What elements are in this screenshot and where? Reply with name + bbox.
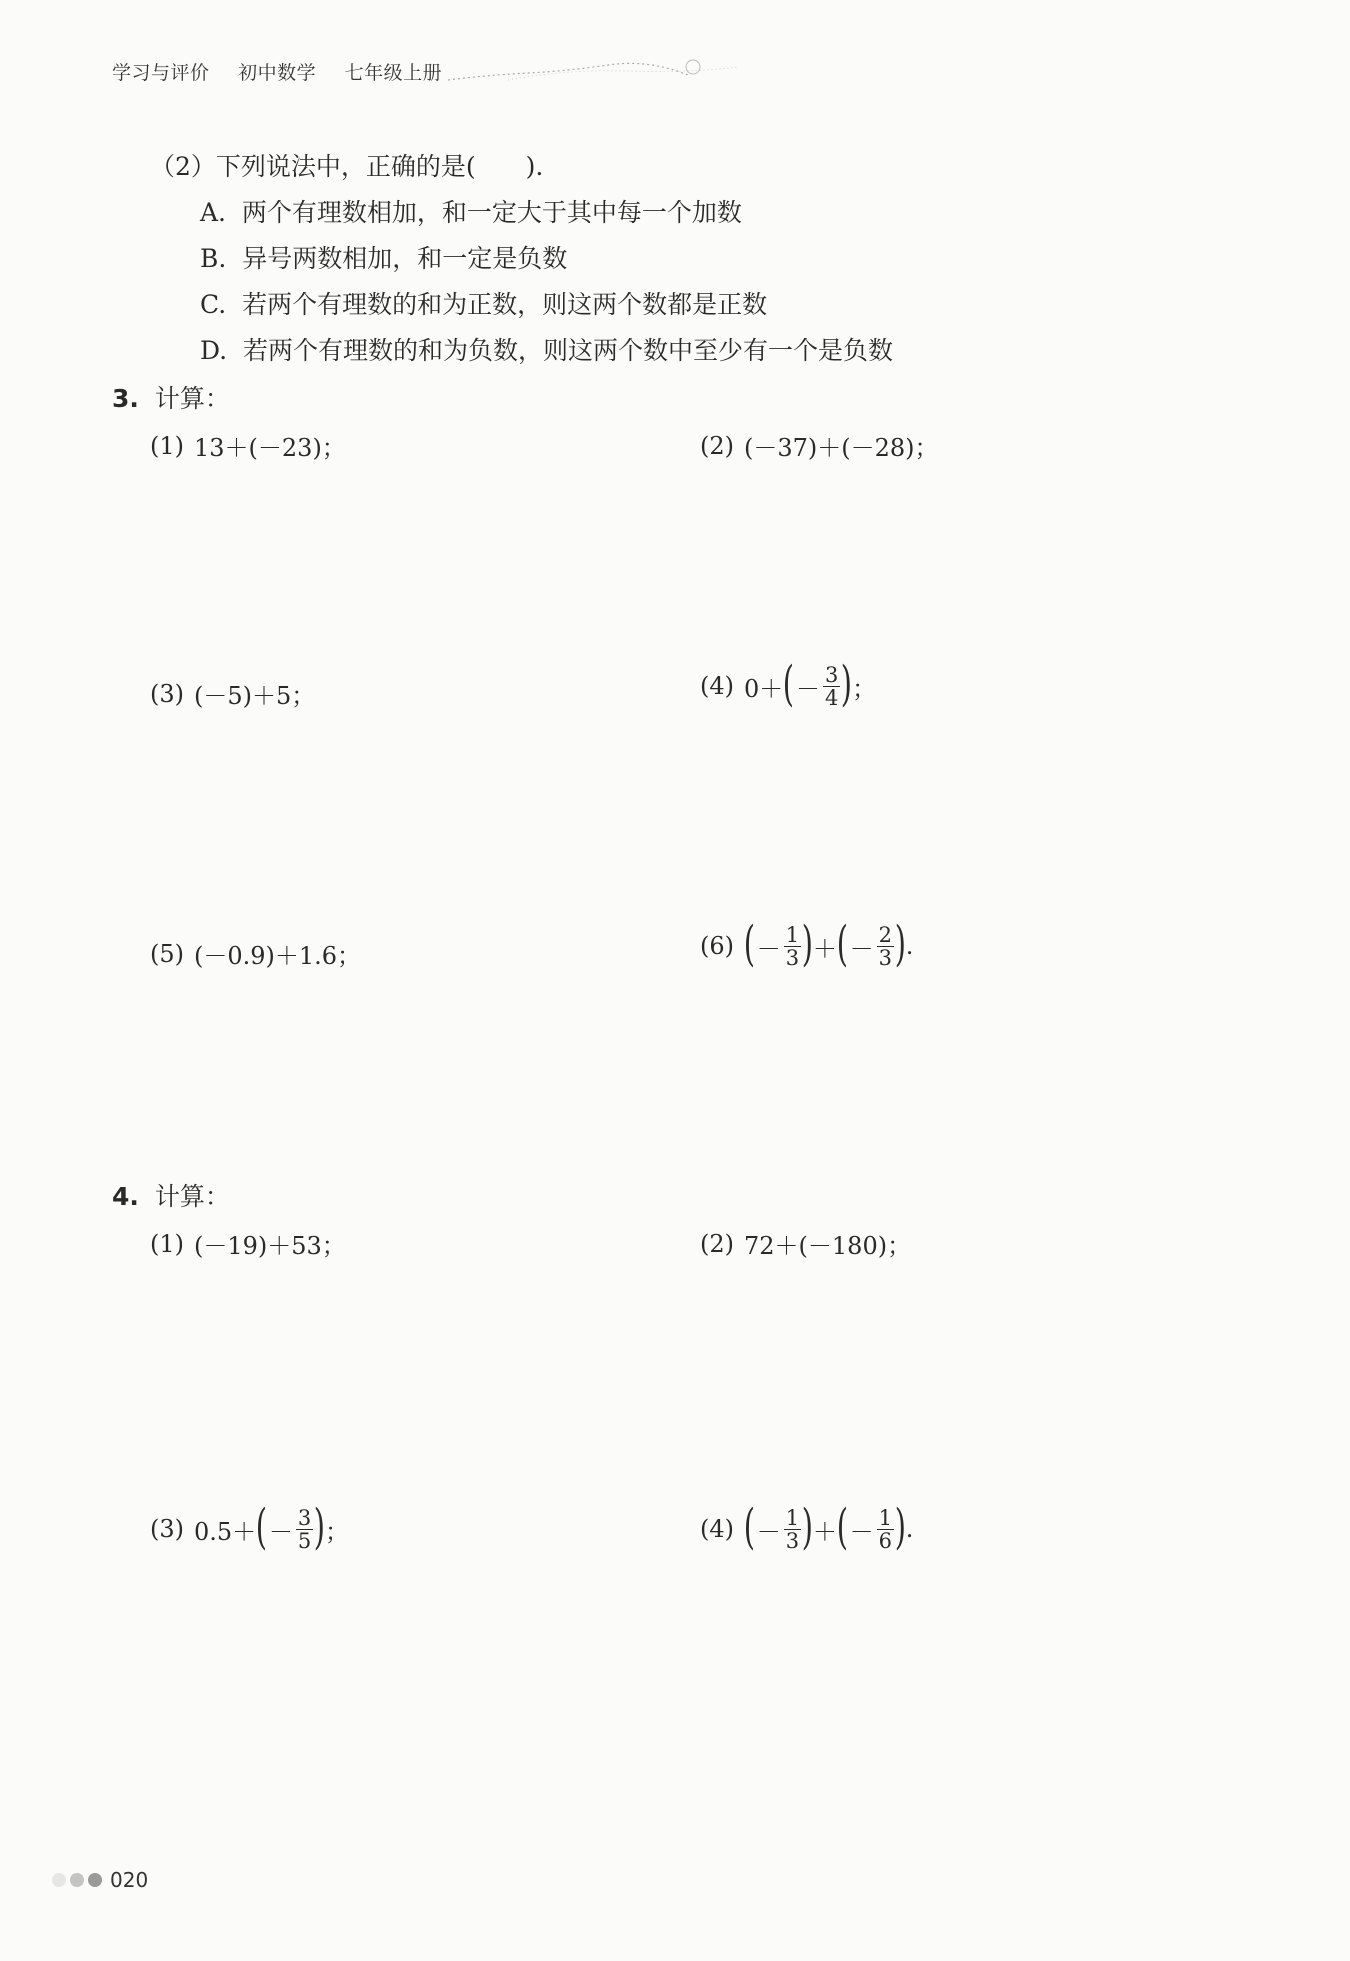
q4-p3-fraction — [296, 1507, 313, 1552]
q4-number: 4. — [112, 1182, 139, 1211]
header-subject: 初中数学 — [238, 62, 317, 84]
q4-p3-label: (3) — [150, 1515, 184, 1543]
q4-p3-pre: 0.5＋ — [194, 1517, 257, 1546]
q3-p6-label: (6) — [700, 932, 734, 960]
right-paren: ) — [314, 1499, 326, 1555]
q4-problem-2 — [700, 1226, 911, 1261]
left-paren: ( — [783, 656, 795, 712]
q3-title: 计算： — [154, 384, 230, 413]
q3-p2-expr: (－37)＋(－28)； — [744, 434, 939, 462]
header-grade: 七年级上册 — [344, 62, 443, 84]
q4-problem-1 — [150, 1226, 346, 1261]
q4-p1-expr: (－19)＋53； — [194, 1232, 346, 1260]
q4-p2-label: (2) — [700, 1229, 734, 1258]
q3-problem-1 — [150, 428, 346, 463]
q3-p3-expr: (－5)＋5； — [194, 682, 316, 710]
q3-p6-numerator-1: 1 — [785, 922, 800, 947]
q3-p4-denominator: 4 — [825, 685, 839, 710]
q4-p4-label: (4) — [700, 1515, 734, 1543]
q4-p4-fraction-2 — [877, 1507, 894, 1552]
footer-dot-dark — [88, 1873, 102, 1887]
left-paren: ( — [836, 916, 848, 972]
running-header — [112, 58, 464, 85]
q3-p6-fraction-2 — [877, 924, 894, 969]
q3-p6-sign2: － — [849, 934, 874, 963]
option-d-letter: D. — [200, 336, 228, 365]
footer-dot-light — [52, 1873, 66, 1887]
q3-p4-fraction — [823, 664, 840, 709]
q3-problem-5 — [150, 936, 361, 971]
q3-p6-fraction-1 — [784, 924, 801, 969]
q3-p3-label: (3) — [150, 679, 184, 708]
q3-number: 3. — [112, 384, 139, 413]
q2-part2-stem: （2）下列说法中，正确的是( ). — [150, 152, 544, 181]
q3-p2-label: (2) — [700, 431, 734, 460]
right-paren: ) — [841, 656, 853, 712]
q3-p1-label: (1) — [150, 431, 184, 460]
option-c-text: 若两个有理数的和为正数，则这两个数都是正数 — [242, 290, 768, 319]
q4-p4-sign1: － — [756, 1517, 781, 1546]
q3-p4-numerator: 3 — [825, 662, 839, 687]
option-a — [200, 198, 742, 228]
q3-p5-label: (5) — [150, 939, 184, 968]
option-c — [200, 290, 767, 320]
q4-p4-denominator-1: 3 — [785, 1528, 800, 1553]
q4-p3-denominator: 5 — [297, 1528, 312, 1553]
q3-p4-pre: 0＋ — [744, 674, 784, 703]
option-d — [200, 336, 893, 366]
q3-p1-expr: 13＋(－23)； — [194, 434, 346, 462]
q4-p4-plus: ＋ — [812, 1517, 837, 1546]
option-a-letter: A. — [200, 198, 227, 227]
option-a-text: 两个有理数相加，和一定大于其中每一个加数 — [241, 198, 742, 227]
q3-problem-2 — [700, 428, 939, 463]
q4-p4-end: . — [905, 1515, 914, 1543]
right-paren: ) — [894, 1499, 906, 1555]
q3-problem-6 — [700, 916, 914, 972]
q3-p6-denominator-1: 3 — [785, 945, 800, 970]
q4-problem-3 — [150, 1499, 350, 1555]
q4-heading — [112, 1182, 230, 1212]
q4-p3-numerator: 3 — [297, 1505, 312, 1530]
q4-p4-sign2: － — [849, 1517, 874, 1546]
page-number: 020 — [110, 1868, 149, 1892]
q3-heading — [112, 384, 230, 414]
header-wave-decoration — [448, 55, 738, 85]
option-b — [200, 244, 567, 274]
option-b-text: 异号两数相加，和一定是负数 — [242, 244, 568, 273]
q3-p4-sign: － — [796, 674, 821, 703]
option-c-letter: C. — [200, 290, 227, 319]
left-paren: ( — [255, 1499, 268, 1555]
q4-p3-sign: － — [268, 1517, 293, 1546]
right-paren: ) — [801, 916, 814, 972]
q4-p1-label: (1) — [150, 1229, 184, 1258]
q3-p4-end: ； — [852, 674, 877, 703]
left-paren: ( — [743, 1499, 755, 1555]
left-paren: ( — [836, 1499, 848, 1555]
q3-p6-plus: ＋ — [812, 934, 837, 963]
q4-problem-4 — [700, 1499, 914, 1555]
q4-p4-numerator-1: 1 — [785, 1505, 800, 1530]
option-b-letter: B. — [200, 244, 227, 273]
q4-title: 计算： — [154, 1182, 230, 1211]
q3-p6-end: . — [905, 932, 914, 960]
page-footer — [52, 1868, 148, 1892]
right-paren: ) — [894, 916, 906, 972]
option-d-text: 若两个有理数的和为负数，则这两个数中至少有一个是负数 — [243, 336, 894, 365]
q3-p5-expr: (－0.9)＋1.6； — [194, 942, 362, 970]
q3-problem-4 — [700, 656, 877, 712]
q4-p4-fraction-1 — [784, 1507, 801, 1552]
q4-p2-expr: 72＋(－180)； — [744, 1232, 912, 1260]
right-paren: ) — [801, 1499, 814, 1555]
q4-p3-end: ； — [325, 1517, 350, 1546]
header-book-title: 学习与评价 — [112, 62, 210, 84]
footer-dot-medium — [70, 1873, 84, 1887]
q3-p6-sign1: － — [756, 934, 781, 963]
q3-p4-label: (4) — [700, 672, 734, 700]
q4-p4-denominator-2: 6 — [878, 1528, 892, 1553]
left-paren: ( — [743, 916, 755, 972]
q3-problem-3 — [150, 676, 315, 711]
q4-p4-numerator-2: 1 — [878, 1505, 892, 1530]
q3-p6-numerator-2: 2 — [878, 922, 892, 947]
q3-p6-denominator-2: 3 — [878, 945, 892, 970]
